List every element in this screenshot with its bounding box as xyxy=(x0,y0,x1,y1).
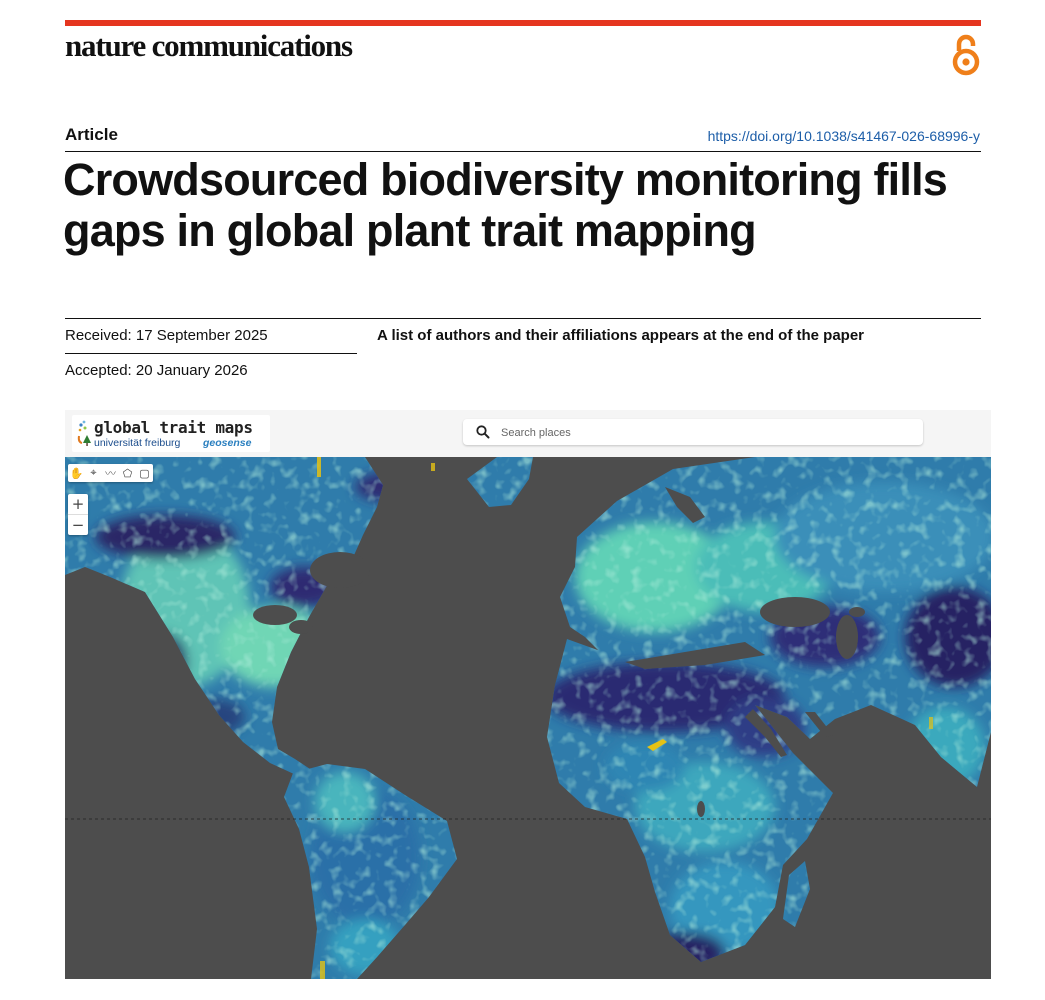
app-logo-institution: universität freiburg xyxy=(94,437,181,449)
article-title: Crowdsourced biodiversity monitoring fills gaps in global plant trait mapping xyxy=(63,154,948,256)
search-box[interactable] xyxy=(463,419,923,445)
article-type-label: Article xyxy=(65,125,118,144)
journal-accent-bar xyxy=(65,20,981,26)
draw-toolbar xyxy=(68,464,153,482)
hand-icon[interactable]: ✋ xyxy=(69,467,84,480)
world-map[interactable] xyxy=(65,457,991,979)
doi-link[interactable]: https://doi.org/10.1038/s41467-026-68996-y xyxy=(707,128,980,144)
app-logo-title: global trait maps xyxy=(94,418,253,437)
journal-name: nature communications xyxy=(65,28,352,63)
marker-icon[interactable]: ⌖ xyxy=(90,466,97,479)
app-logo-partner: geosense xyxy=(203,437,252,449)
authors-note: A list of authors and their affiliations appears at the end of the paper xyxy=(377,327,865,344)
zoom-out-button[interactable]: − xyxy=(68,514,88,535)
accepted-date: Accepted: 20 January 2026 xyxy=(65,362,248,379)
rectangle-icon[interactable]: ▢ xyxy=(139,467,150,480)
polygon-icon[interactable]: ⬠ xyxy=(122,467,133,480)
search-input[interactable] xyxy=(499,422,903,444)
map-app-header xyxy=(65,410,991,457)
header-rule xyxy=(65,151,981,152)
dates-rule xyxy=(65,353,357,354)
app-logo[interactable] xyxy=(72,415,270,452)
open-access-icon xyxy=(950,31,982,77)
search-icon xyxy=(475,424,491,440)
received-date: Received: 17 September 2025 xyxy=(65,327,268,344)
zoom-in-button[interactable]: + xyxy=(71,495,85,513)
zoom-control xyxy=(68,494,88,535)
trait-map-figure xyxy=(65,410,991,979)
logo-mark-icon xyxy=(76,419,92,449)
meta-rule xyxy=(65,318,981,319)
polyline-icon[interactable]: 〰 xyxy=(105,468,116,480)
